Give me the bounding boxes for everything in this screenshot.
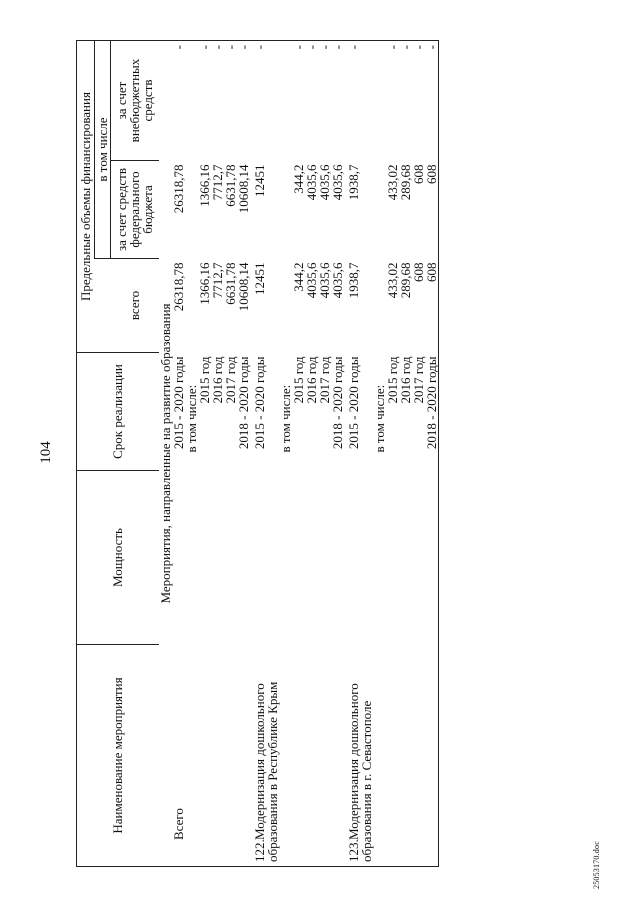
cell-federal: 4035,6	[316, 164, 332, 201]
cell-capacity	[253, 471, 279, 645]
cell-capacity	[279, 471, 292, 645]
header-capacity: Мощность	[77, 471, 159, 645]
cell-period: 2018 - 2020 годы	[329, 356, 345, 450]
cell-extra: -	[253, 41, 279, 161]
table-row	[224, 41, 237, 867]
cell-extra	[373, 41, 386, 161]
cell-extra	[185, 41, 198, 161]
table-row	[211, 41, 224, 867]
table-row	[198, 41, 211, 867]
table-row	[425, 41, 439, 867]
cell-name	[425, 645, 439, 867]
cell-capacity	[425, 471, 439, 645]
table-row	[399, 41, 412, 867]
document-id: 25053170.doc	[592, 841, 601, 889]
cell-capacity	[386, 471, 399, 645]
cell-federal: 344,2	[290, 164, 306, 194]
cell-capacity	[373, 471, 386, 645]
cell-name	[211, 645, 224, 867]
cell-federal	[373, 161, 386, 259]
cell-federal	[279, 161, 292, 259]
cell-capacity	[224, 471, 237, 645]
cell-name	[253, 645, 279, 867]
header-including: в том числе	[95, 41, 111, 259]
cell-federal: 289,68	[397, 164, 413, 201]
cell-total: 608	[425, 259, 439, 353]
cell-name	[198, 645, 211, 867]
header-federal: за счет средств федерального бюджета	[111, 161, 159, 259]
cell-name	[373, 645, 386, 867]
table-row	[185, 41, 198, 867]
cell-period: 2017 год	[222, 356, 238, 404]
cell-period: 2016 год	[209, 356, 225, 404]
cell-name	[318, 645, 331, 867]
cell-extra: -	[172, 41, 185, 161]
cell-total	[373, 259, 386, 353]
cell-period: 2017 год	[316, 356, 332, 404]
cell-total: 10608,14	[235, 262, 251, 312]
cell-capacity	[198, 471, 211, 645]
cell-total: 12451	[251, 262, 267, 295]
cell-period: 2018 - 2020 годы	[235, 356, 251, 450]
cell-period: 2015 год	[196, 356, 212, 404]
cell-name	[279, 645, 292, 867]
row-number: 122.	[251, 839, 267, 862]
cell-total: 289,68	[397, 262, 413, 299]
cell-capacity	[305, 471, 318, 645]
cell-name	[237, 645, 250, 867]
cell-capacity	[347, 471, 373, 645]
page-number: 104	[38, 441, 54, 464]
cell-extra: -	[292, 41, 305, 161]
row-name: Модернизация дошкольного образования в г. Севастополе	[345, 683, 374, 862]
table-row	[305, 41, 318, 867]
cell-name	[412, 645, 425, 867]
cell-period: 2015 - 2020 годы	[170, 356, 186, 450]
cell-federal: 433,02	[384, 164, 400, 201]
row-name: Всего	[170, 808, 186, 840]
cell-period: 2015 - 2020 годы	[251, 356, 267, 450]
cell-extra: -	[211, 41, 224, 161]
cell-total: 1938,7	[345, 262, 361, 299]
cell-total: 4035,6	[329, 262, 345, 299]
cell-total: 608	[410, 262, 426, 282]
table-row	[347, 41, 373, 867]
cell-federal: 10608,14	[235, 164, 251, 214]
cell-federal: 7712,7	[209, 164, 225, 201]
cell-federal: 608	[410, 164, 426, 184]
cell-extra: -	[425, 41, 439, 161]
cell-name	[347, 645, 373, 867]
cell-name	[185, 645, 198, 867]
cell-capacity	[331, 471, 344, 645]
cell-total: 1366,16	[196, 262, 212, 305]
table-row	[318, 41, 331, 867]
table-row	[279, 41, 292, 867]
cell-federal	[185, 161, 198, 259]
cell-extra: -	[412, 41, 425, 161]
cell-total: 4035,6	[303, 262, 319, 299]
section-title: Мероприятия, направленные на развитие образования	[159, 41, 172, 867]
cell-period: 2015 год	[384, 356, 400, 404]
cell-period: 2016 год	[303, 356, 319, 404]
cell-total: 344,2	[290, 262, 306, 292]
table-row	[253, 41, 279, 867]
cell-federal: 608	[425, 161, 439, 259]
cell-name	[331, 645, 344, 867]
cell-extra: -	[331, 41, 344, 161]
cell-name	[172, 645, 185, 867]
table-row	[373, 41, 386, 867]
cell-federal: 1938,7	[345, 164, 361, 201]
table-row	[292, 41, 305, 867]
cell-capacity	[412, 471, 425, 645]
cell-federal: 4035,6	[303, 164, 319, 201]
table-row	[172, 41, 185, 867]
cell-capacity	[172, 471, 185, 645]
cell-period: в том числе:	[371, 384, 387, 453]
cell-name	[386, 645, 399, 867]
cell-federal: 12451	[251, 164, 267, 197]
cell-federal: 1366,16	[196, 164, 212, 207]
table-row	[237, 41, 250, 867]
cell-total: 7712,7	[209, 262, 225, 299]
cell-federal: 4035,6	[329, 164, 345, 201]
header-period: Срок реализации	[77, 353, 159, 471]
table-row	[331, 41, 344, 867]
cell-name	[399, 645, 412, 867]
cell-capacity	[399, 471, 412, 645]
cell-period: 2017 год	[410, 356, 426, 404]
cell-total: 26318,78	[170, 262, 186, 312]
header-name: Наименование мероприятия	[77, 645, 159, 867]
cell-period: 2015 - 2020 годы	[345, 356, 361, 450]
cell-extra: -	[347, 41, 373, 161]
cell-name	[305, 645, 318, 867]
financing-table	[76, 40, 439, 867]
cell-total	[279, 259, 292, 353]
cell-capacity	[211, 471, 224, 645]
cell-extra: -	[305, 41, 318, 161]
table-row	[412, 41, 425, 867]
cell-total: 6631,78	[222, 262, 238, 305]
cell-period: 2015 год	[290, 356, 306, 404]
header-total-spacer	[95, 259, 111, 353]
cell-capacity	[292, 471, 305, 645]
cell-extra: -	[224, 41, 237, 161]
cell-federal: 6631,78	[222, 164, 238, 207]
header-extra: за счет внебюджетных средств	[111, 41, 159, 161]
cell-federal: 26318,78	[170, 164, 186, 214]
cell-period: в том числе:	[277, 384, 293, 453]
cell-period: 2018 - 2020 годы	[425, 353, 439, 471]
cell-name	[224, 645, 237, 867]
cell-total: 433,02	[384, 262, 400, 299]
cell-total	[185, 259, 198, 353]
cell-extra: -	[198, 41, 211, 161]
row-name: Модернизация дошкольного образования в Республике Крым	[251, 681, 280, 862]
table-row	[386, 41, 399, 867]
row-number: 123.	[345, 839, 361, 862]
header-total: всего	[111, 259, 159, 353]
cell-period: 2016 год	[397, 356, 413, 404]
cell-extra: -	[386, 41, 399, 161]
cell-capacity	[237, 471, 250, 645]
cell-extra: -	[399, 41, 412, 161]
cell-total: 4035,6	[316, 262, 332, 299]
cell-extra: -	[237, 41, 250, 161]
cell-name	[292, 645, 305, 867]
header-limits: Предельные объемы финансирования	[77, 41, 95, 353]
cell-extra: -	[318, 41, 331, 161]
cell-capacity	[185, 471, 198, 645]
cell-capacity	[318, 471, 331, 645]
cell-period: в том числе:	[183, 384, 199, 453]
cell-extra	[279, 41, 292, 161]
